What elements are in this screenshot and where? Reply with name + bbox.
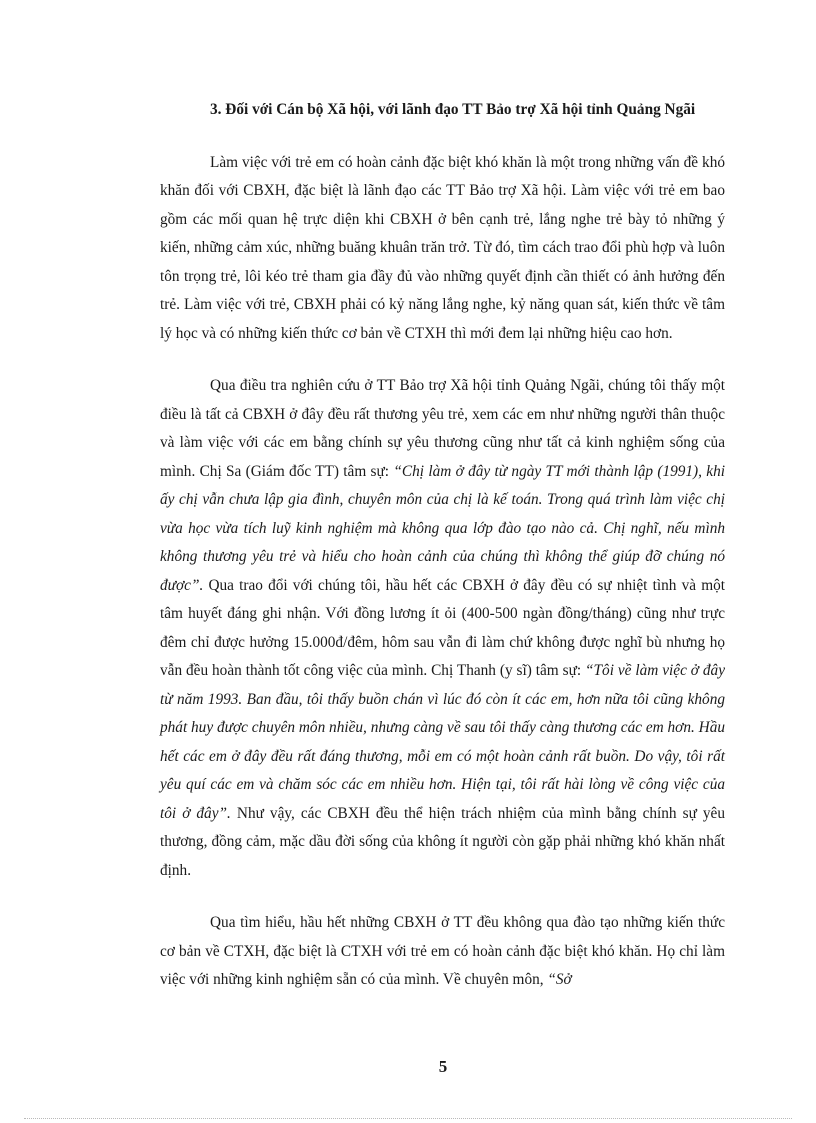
paragraph-1: Làm việc với trẻ em có hoàn cảnh đặc biệt khó khăn là một trong những vấn đề khó khăn đối với CBXH, đặc biệt là lãnh đạo các TT Bảo trợ Xã hội. Làm việc với trẻ em bao gồm các mối quan hệ trực diện khi CBXH ở bên cạnh trẻ, lắng nghe trẻ bày tỏ những ý kiến, những cảm xúc, những buăng khuân trăn trở. Từ đó, tìm cách trao đổi phù hợp và luôn tôn trọng trẻ, lôi kéo trẻ tham gia đầy đủ vào những quyết định cần thiết có ảnh hưởng đến trẻ. Làm việc với trẻ, CBXH phải có kỷ năng lắng nghe, kỷ năng quan sát, kiến thức về tâm lý học và có những kiến thức cơ bản về CTXH thì mới đem lại những hiệu cao hơn.: [160, 153, 725, 342]
quote-director-sa: “Chị làm ở đây từ ngày TT mới thành lập (1991), khi ấy chị vẫn chưa lập gia đình, chuyên môn của chị là kế toán. Trong quá trình làm việc chị vừa học vừa tích luỹ kinh nghiệm mà không qua lớp đào tạo nào cả. Chị nghĩ, nếu mình không thương yêu trẻ và hiểu cho hoàn cảnh của chúng thì không thể giúp đỡ chúng nó được”.: [160, 462, 725, 594]
paragraph-3: [160, 909, 725, 995]
paragraph-3-quote-start: “Sở: [547, 971, 572, 988]
quote-nurse-thanh: “Tôi về làm việc ở đây từ năm 1993. Ban đầu, tôi thấy buồn chán vì lúc đó còn ít các em, hơn nữa tôi cũng không phát huy được chuyên môn nhiều, nhưng càng về sau tôi thấy càng thương các em hơn. Hầu hết các em ở đây đều rất đáng thương, mỗi em có một hoàn cảnh rất buồn. Do vậy, tôi rất yêu quí các em và chăm sóc các em nhiều hơn. Hiện tại, tôi rất hài lòng về công việc của tôi ở đây”.: [160, 662, 725, 822]
document-body: [160, 96, 725, 995]
paragraph-2: [160, 372, 725, 885]
paragraph-2-text-2: Qua trao đổi với chúng tôi, hầu hết các CBXH ở đây đều có sự nhiệt tình và một tâm huyết đáng ghi nhận. Với đồng lương ít ỏi (400-500 ngàn đồng/tháng) cũng như trực đêm chỉ được hưởng 15.000đ/đêm, hôm sau vẫn đi làm chứ không được nghĩ bù nhưng họ vẫn đều hoàn thành tốt công việc của mình. Chị Thanh (y sĩ) tâm sự:: [160, 576, 725, 679]
paragraph-2-text-3: Như vậy, các CBXH đều thể hiện trách nhiệm của mình bằng chính sự yêu thương, đồng cảm, mặc dầu đời sống của không ít người còn gặp phải những khó khăn nhất định.: [160, 804, 725, 879]
paragraph-3-text-1: Qua tìm hiểu, hầu hết những CBXH ở TT đều không qua đào tạo những kiến thức cơ bản về CTXH, đặc biệt là CTXH với trẻ em có hoàn cảnh đặc biệt khó khăn. Họ chỉ làm việc với những kinh nghiệm sẵn có của mình. Về chuyên môn,: [160, 914, 725, 988]
paragraph-2-text-1: Qua điều tra nghiên cứu ở TT Bảo trợ Xã hội tỉnh Quảng Ngãi, chúng tôi thấy một điều là tất cả CBXH ở đây đều rất thương yêu trẻ, xem các em như những người thân thuộc và làm việc với các em bằng chính sự yêu thương cũng như tất cả kinh nghiệm sống của mình. Chị Sa (Giám đốc TT) tâm sự:: [160, 377, 725, 480]
page-number: 5: [438, 1057, 448, 1076]
page-bottom-border: [24, 1118, 792, 1119]
section-heading: 3. Đối với Cán bộ Xã hội, với lãnh đạo TT Bảo trợ Xã hội tỉnh Quảng Ngãi: [210, 101, 696, 118]
